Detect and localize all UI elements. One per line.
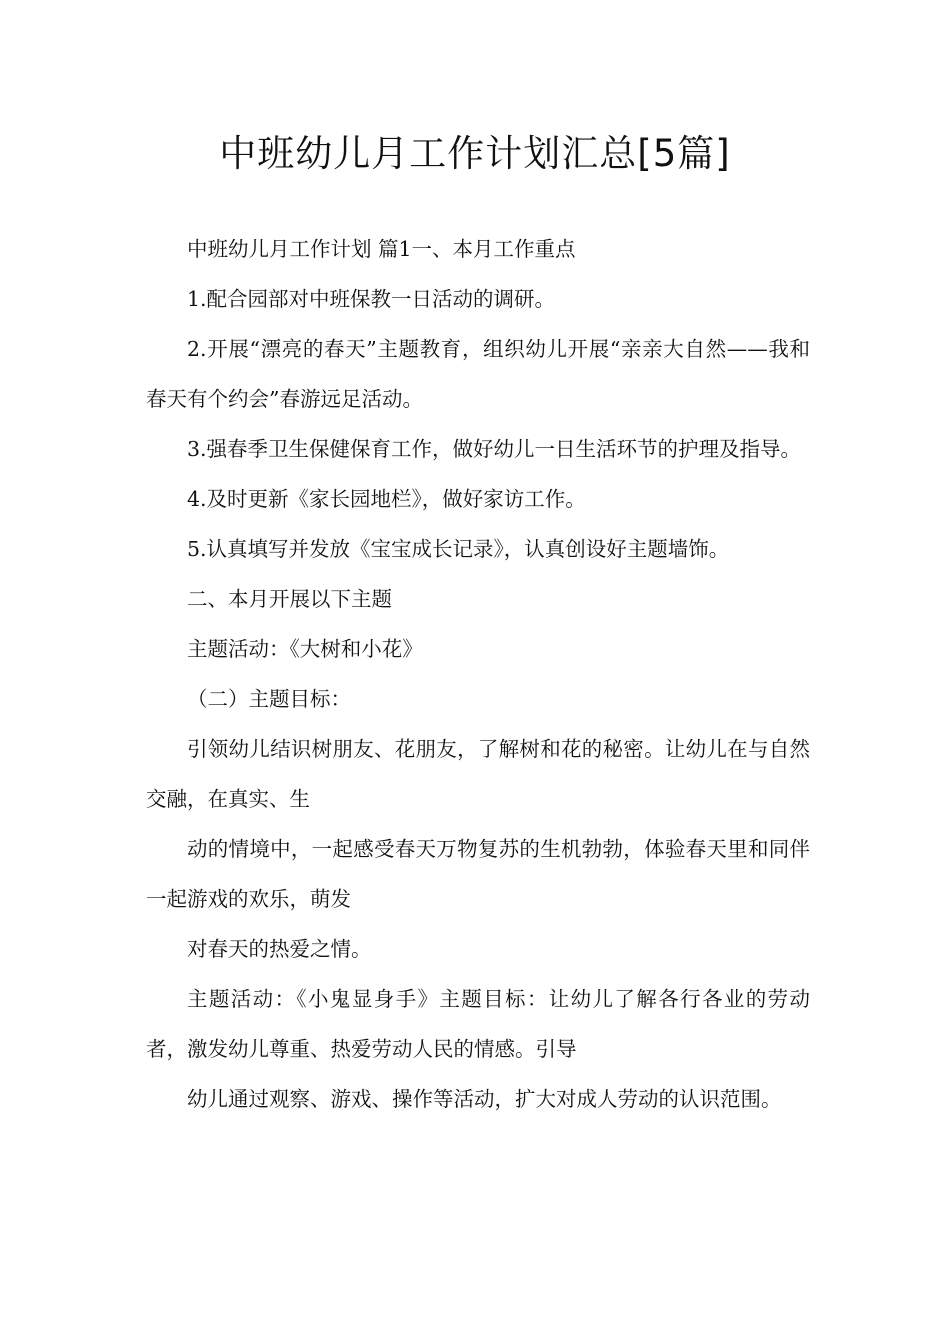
document-body	[146, 224, 810, 1124]
paragraph-6: 5.认真填写并发放《宝宝成长记录》，认真创设好主题墙饰。	[187, 537, 730, 561]
document-title: 中班幼儿月工作计划汇总[5篇]	[219, 132, 731, 175]
paragraph-13: 主题活动：《小鬼显身手》主题目标：让幼儿了解各行各业的劳动者，激发幼儿尊重、热爱劳动人民的情感。引导	[146, 987, 810, 1061]
paragraph-9: （二）主题目标：	[187, 687, 351, 711]
paragraph-5: 4.及时更新《家长园地栏》，做好家访工作。	[187, 487, 586, 511]
paragraph-14: 幼儿通过观察、游戏、操作等活动，扩大对成人劳动的认识范围。	[187, 1087, 782, 1111]
paragraph-1: 中班幼儿月工作计划 篇1一、本月工作重点	[187, 237, 576, 261]
paragraph-11: 动的情境中，一起感受春天万物复苏的生机勃勃，体验春天里和同伴一起游戏的欢乐，萌发	[146, 837, 810, 911]
paragraph-4: 3.强春季卫生保健保育工作，做好幼儿一日生活环节的护理及指导。	[187, 437, 802, 461]
paragraph-7: 二、本月开展以下主题	[187, 587, 392, 611]
paragraph-3: 2.开展“漂亮的春天”主题教育，组织幼儿开展“亲亲大自然——我和春天有个约会”春游远足活动。	[146, 337, 810, 411]
paragraph-8: 主题活动：《大树和小花》	[187, 637, 423, 661]
paragraph-2: 1.配合园部对中班保教一日活动的调研。	[187, 287, 556, 311]
paragraph-12: 对春天的热爱之情。	[187, 937, 372, 961]
paragraph-10: 引领幼儿结识树朋友、花朋友，了解树和花的秘密。让幼儿在与自然交融，在真实、生	[146, 737, 810, 811]
